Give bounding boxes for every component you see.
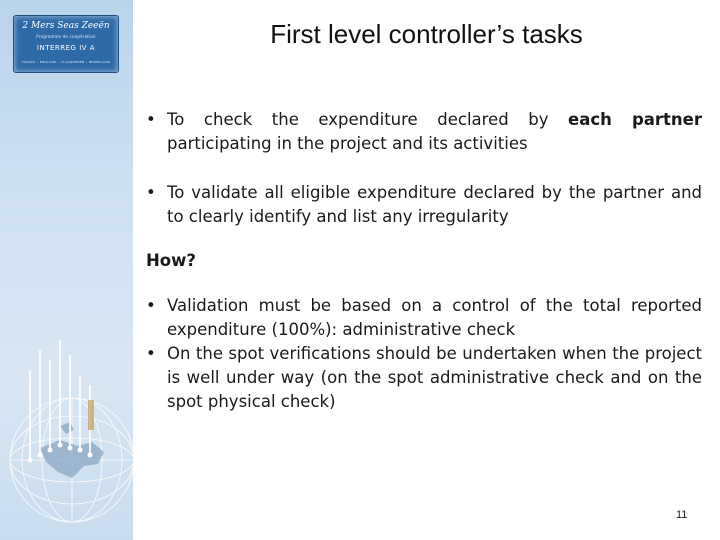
- bullet-text: Validation must be based on a control of the total reported expenditure (100%): administrative check: [167, 296, 702, 339]
- program-logo: [13, 15, 119, 73]
- bullet-glyph: •: [146, 344, 156, 363]
- logo-subtitle: Programme de coopération: [36, 34, 96, 39]
- globe-illustration: [0, 330, 133, 540]
- bullet-validate-expenditure: [146, 181, 702, 229]
- bullet-text-emphasis: each partner: [568, 110, 702, 129]
- how-heading: How?: [146, 251, 196, 270]
- decorative-side-panel: [0, 0, 133, 540]
- slide-title: First level controller’s tasks: [270, 19, 583, 49]
- bullet-on-the-spot: [146, 342, 702, 414]
- bullet-glyph: •: [146, 110, 156, 129]
- slide-body: [146, 108, 702, 414]
- page-number: 11: [676, 509, 688, 521]
- logo-countries: FRANCE – ENGLAND – VLAANDEREN – NEDERLAND: [21, 60, 111, 64]
- bullet-glyph: •: [146, 296, 156, 315]
- bullet-text-pre: To check the expenditure declared by: [167, 110, 569, 129]
- bullet-glyph: •: [146, 183, 156, 202]
- bullet-validation-control: [146, 294, 702, 342]
- logo-brand: INTERREG IV A: [36, 44, 96, 52]
- logo-title: 2 Mers Seas Zeeën: [22, 21, 110, 31]
- bullet-text: On the spot verifications should be undertaken when the project is well under way (on the spot administrative check and on the spot physical check): [167, 344, 702, 411]
- bullet-text-post: participating in the project and its activities: [167, 134, 528, 153]
- bullet-check-expenditure: [146, 108, 702, 156]
- bullet-text: To validate all eligible expenditure declared by the partner and to clearly identify and list any irregularity: [167, 183, 702, 226]
